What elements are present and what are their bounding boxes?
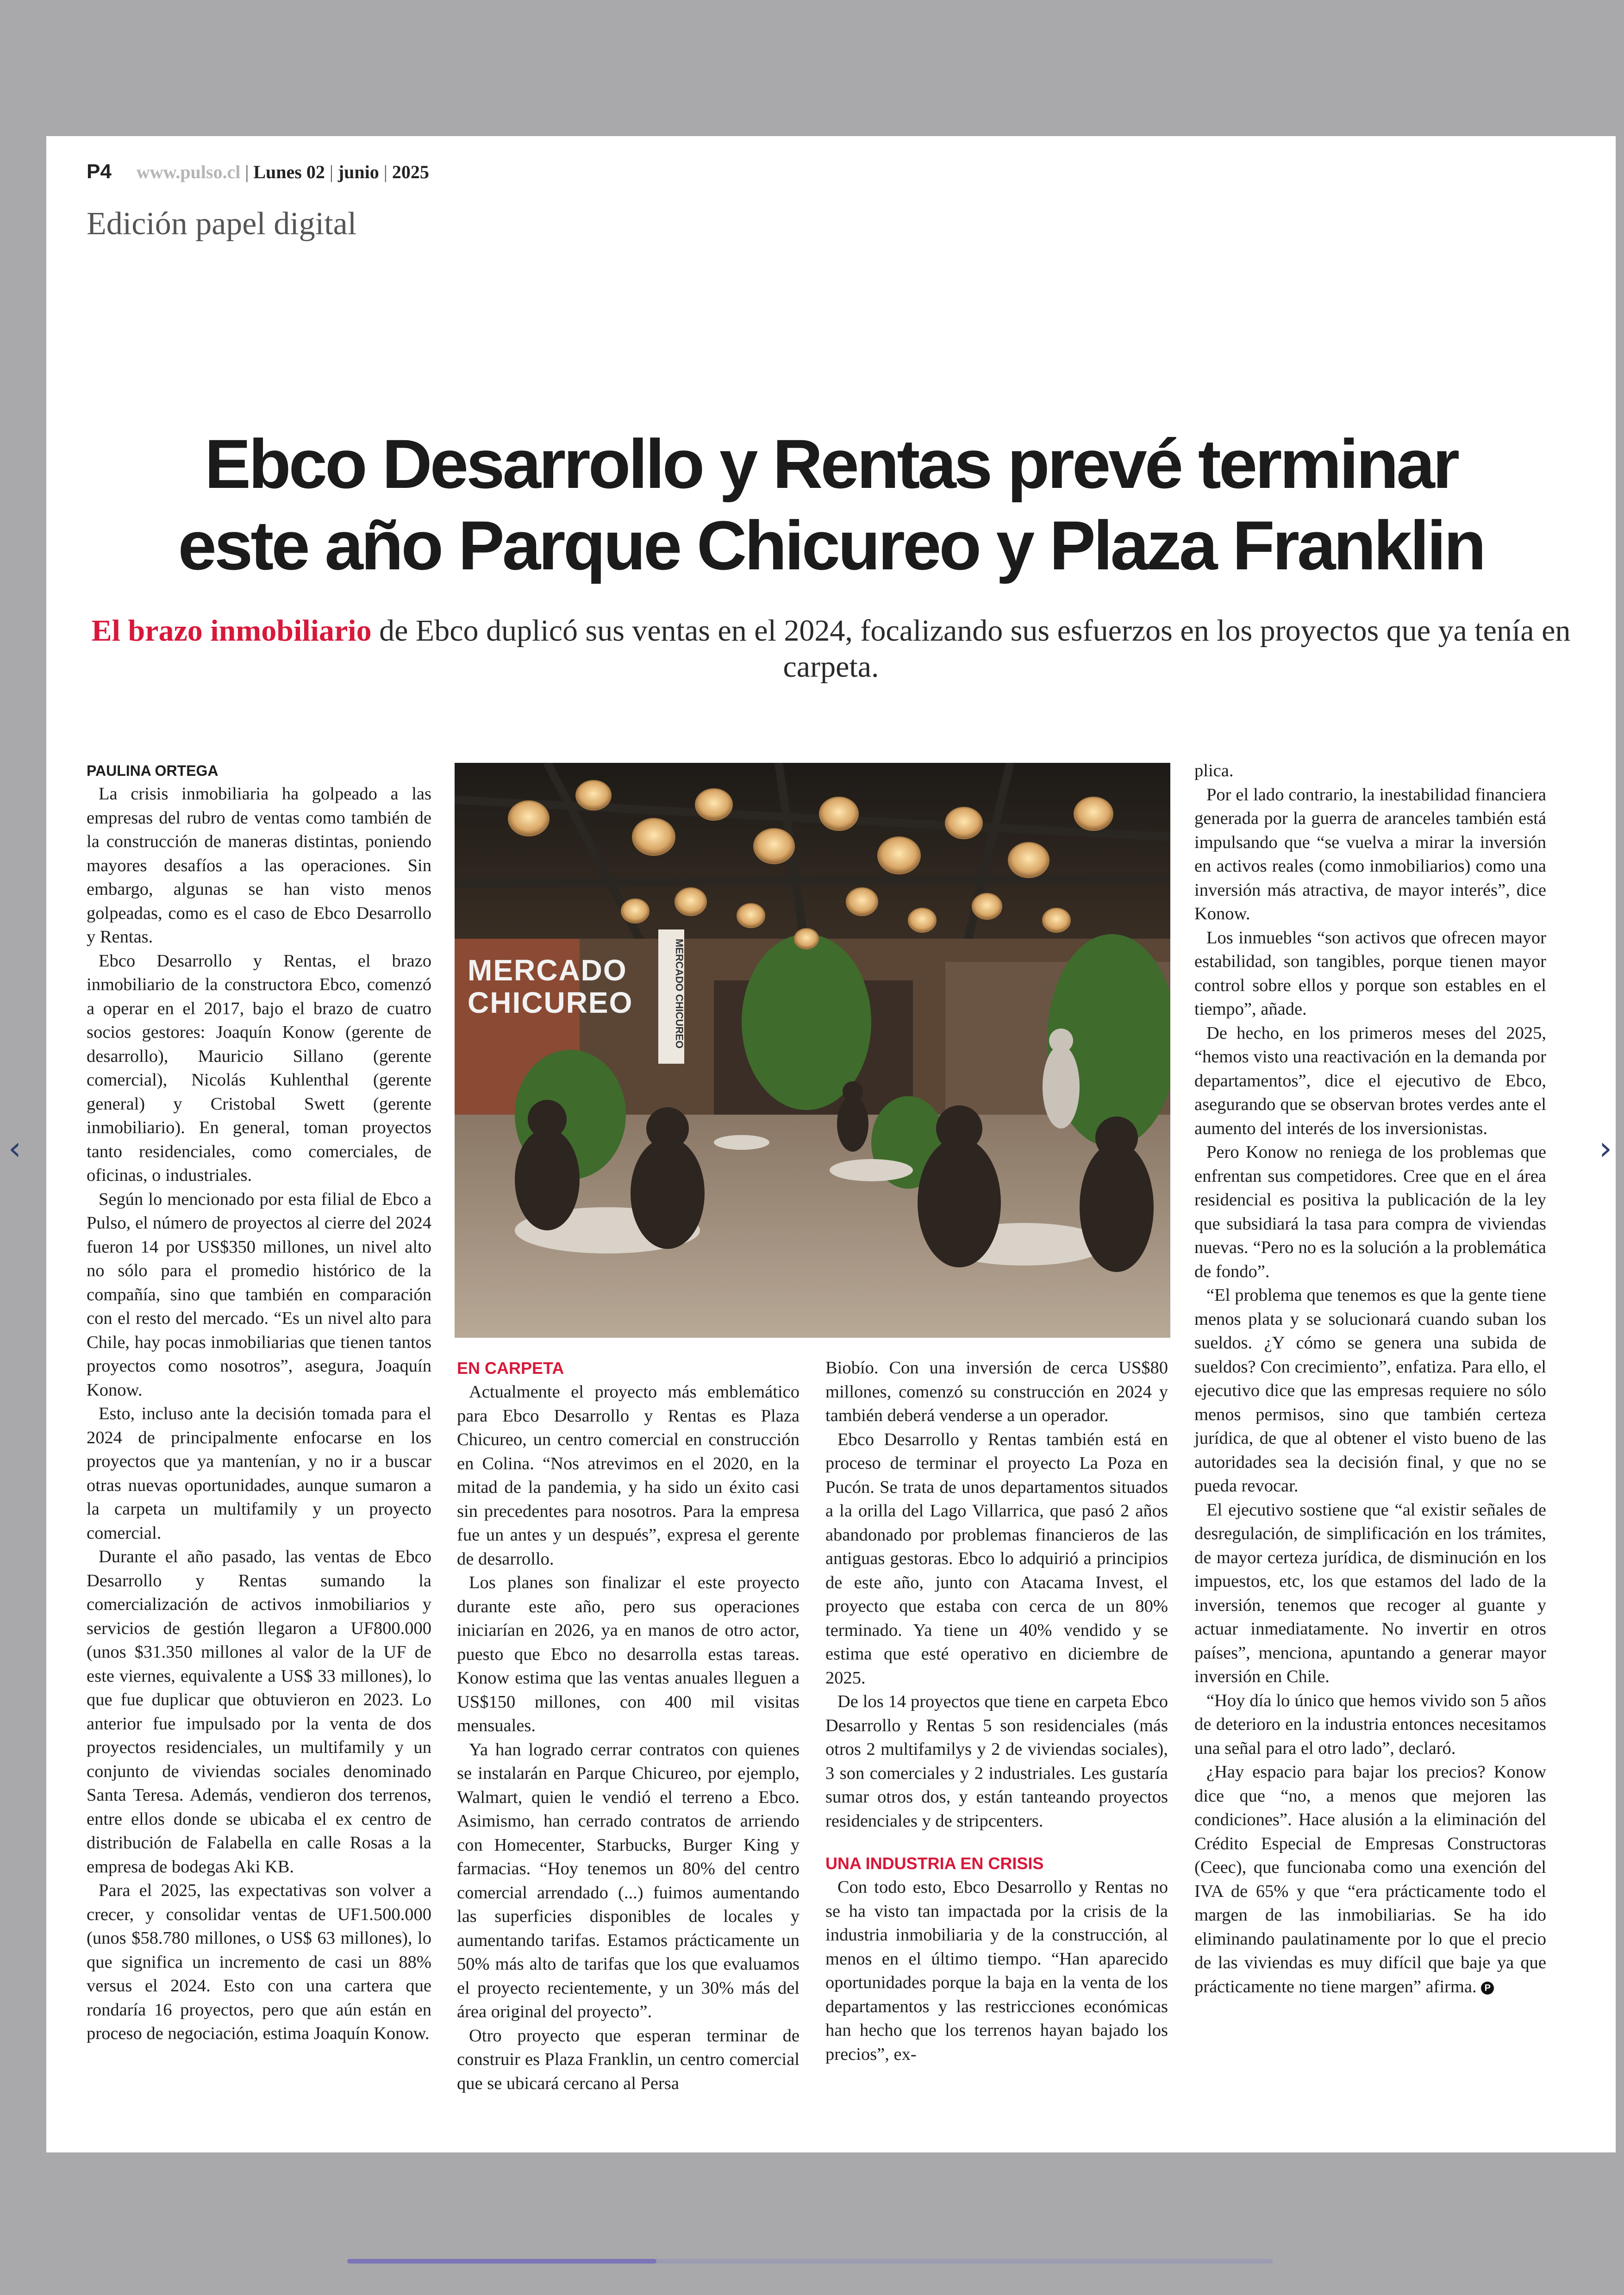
site-url[interactable]: www.pulso.cl: [136, 162, 241, 182]
next-page-arrow-icon[interactable]: ›: [1599, 1129, 1612, 1167]
paragraph: Pero Konow no reniega de los problemas que enfrentan sus competidores. Cree que en el área residencial es positiva la publicación de la ley que subsidiará la tasa para compra de viviendas nuevas. “Pero no es la solución a la problemática de fondo”.: [1194, 1142, 1546, 1281]
subheading-industria-en-crisis: UNA INDUSTRIA EN CRISIS: [825, 1854, 1044, 1873]
headline-line-1: Ebco Desarrollo y Rentas prevé terminar: [204, 425, 1458, 503]
banner-text: MERCADO CHICUREO: [674, 939, 685, 1049]
paragraph: Los planes son finalizar el este proyecto durante este año, pero sus operaciones iniciarían en 2026, ya en manos de otro actor, puesto que Ebco no desarrolla estas tareas. Konow estima que las ventas anuales lleguen a US$150 millones, con 400 mil visitas mensuales.: [457, 1573, 800, 1735]
article-column-3: [825, 1356, 1168, 2066]
paragraph: Durante el año pasado, las ventas de Ebco Desarrollo y Rentas sumando la comercialización de activos inmobiliarios y servicios de gestión llegaron a UF800.000 (unos $31.350 millones al valor de la UF de este viernes, equivalente a US$ 33 millones), lo que fue duplicar que obtuvieron en 2023. Lo anterior fue impulsado por la venta de dos proyectos residenciales, un multifamily y un conjunto de viviendas sociales denominado Santa Teresa. Además, vendieron dos terrenos, entre ellos donde se ubicaba el ex centro de distribución de Falabella en calle Rosas a la empresa de bodegas Aki KB.: [87, 1547, 431, 1877]
subheading-en-carpeta: EN CARPETA: [457, 1359, 564, 1378]
newspaper-page: [46, 136, 1616, 2152]
page-scrollbar-thumb[interactable]: [347, 2259, 656, 2264]
paragraph: Ya han logrado cerrar contratos con quienes se instalarán en Parque Chicureo, por ejemplo, Walmart, quien le vendió el terreno a Ebco. Asimismo, han cerrado contratos de arriendo con Homecenter, Starbucks, Burger King y farmacias. “Hoy tenemos un 80% del centro comercial arrendado (...) fuimos aumentando las superficies disponibles de locales y aumentando tarifas. Estamos prácticamente un 50% más alto de tarifas que los que evaluamos el proyecto recientemente, y un 30% más del área original del proyecto”.: [457, 1740, 800, 2021]
paragraph: Biobío. Con una inversión de cerca US$80 millones, comenzó su construcción en 2024 y también deberá venderse a un operador.: [825, 1358, 1168, 1425]
paragraph: plica.: [1194, 761, 1234, 780]
headline-line-2: este año Parque Chicureo y Plaza Franklin: [178, 506, 1484, 584]
headline: [74, 423, 1588, 586]
paragraph: Actualmente el proyecto más emblemático para Ebco Desarrollo y Rentas es Plaza Chicureo, un centro comercial en construcción en Colina. “Nos atrevimos en el 2020, en la mitad de la pandemia, y ha sido un éxito casi sin precedentes para nosotros. Para la empresa fue un antes y un después”, expresa el gerente de desarrollo.: [457, 1382, 800, 1569]
paragraph: Los inmuebles “son activos que ofrecen mayor estabilidad, son tangibles, porque tienen mayor control sobre ellos y porque son estables en el tiempo”, añade.: [1194, 928, 1546, 1019]
deck: [88, 613, 1574, 685]
paragraph: De hecho, en los primeros meses del 2025, “hemos visto una reactivación en la demanda por departamentos”, dice el ejecutivo de Ebco, asegurando que se observan brotes verdes ante el aumento del interés de los inversionistas.: [1194, 1023, 1546, 1138]
paragraph: “Hoy día lo único que hemos vivido son 5 años de deterioro en la industria entonces necesitamos una señal para el otro lado”, declaró.: [1194, 1690, 1546, 1758]
paragraph: Otro proyecto que esperan terminar de construir es Plaza Franklin, un centro comercial que se ubicará cercano al Persa: [457, 2026, 800, 2093]
previous-page-arrow-icon[interactable]: ‹: [8, 1129, 21, 1167]
paragraph: Esto, incluso ante la decisión tomada para el 2024 de principalmente enfocarse en los proyectos que ya mantenían, y no ir a buscar otras nuevas oportunidades, aunque sumaron a la carpeta un multifamily y un proyecto comercial.: [87, 1404, 431, 1543]
paragraph: Con todo esto, Ebco Desarrollo y Rentas no se ha visto tan impactada por la crisis de la industria inmobiliaria y de la construcción, al menos en el último tiempo. “Han aparecido oportunidades porque la baja en la venta de los departamentos y las restricciones económicas han hecho que los terrenos hayan bajado los precios”, ex-: [825, 1877, 1168, 2064]
paragraph: Por el lado contrario, la inestabilidad financiera generada por la guerra de aranceles también está impulsando que “se vuelva a mirar la inversión en activos reales (como inmobiliarios) como una inversión más atractiva, de mayor interés”, dice Konow.: [1194, 785, 1546, 923]
deck-text: de Ebco duplicó sus ventas en el 2024, focalizando sus esfuerzos en los proyectos que ya tenía en carpeta.: [371, 614, 1571, 684]
paragraph: Ebco Desarrollo y Rentas también está en proceso de terminar el proyecto La Poza en Pucón. Se trata de unos departamentos situados a la orilla del Lago Villarrica, que pasó 2 años abandonado por problemas financieros de las antiguas gestoras. Ebco lo adquirió a principios de este año, junto con Atacama Invest, el proyecto que estaba con cerca de un 80% terminado. Ya tiene un 40% vendido y se estima que esté operativo en diciembre de 2025.: [825, 1429, 1168, 1688]
paragraph: Según lo mencionado por esta filial de Ebco a Pulso, el número de proyectos al cierre del 2024 fueron 14 por US$350 millones, un nivel alto no sólo para el promedio histórico de la compañía, sino que también en comparación con el resto del mercado. “Es un nivel alto para Chile, hay pocas inmobiliarias que tienen tantos proyectos como nosotros”, asegura, Joaquín Konow.: [87, 1189, 431, 1400]
deck-kicker: El brazo inmobiliario: [91, 614, 372, 648]
page-header: P4 www.pulso.cl | Lunes 02 | junio | 2025: [87, 160, 429, 183]
issue-month: junio: [337, 162, 379, 182]
paragraph: Ebco Desarrollo y Rentas, el brazo inmobiliario de la constructora Ebco, comenzó a operar en el 2017, bajo el brazo de cuatro socios gestores: Joaquín Konow (gerente de desarrollo), Mauricio Sillano (gerente comercial), Nicolás Kuhlenthal (gerente general) y Cristobal Swett (gerente inmobiliario). En general, toman proyectos tanto residenciales, como comerciales, de oficinas, o industriales.: [87, 951, 431, 1185]
article-column-2: [457, 1356, 800, 2095]
edition-label: Edición papel digital: [87, 206, 357, 242]
paragraph: De los 14 proyectos que tiene en carpeta Ebco Desarrollo y Rentas 5 son residenciales (más otros 2 multifamilys y 2 de viviendas sociales), 3 son comerciales y 2 industriales. Les gustaría sumar otros dos, y están tanteando proyectos residenciales y de stripcenters.: [825, 1692, 1168, 1831]
page-number: P4: [87, 160, 112, 183]
paragraph: Para el 2025, las expectativas son volver a crecer, y consolidar ventas de UF1.500.000 (unos $58.780 millones, o US$ 63 millones), lo que significa un incremento de casi un 88% versus el 2024. Esto con una cartera que rondaría 16 proyectos, pero que aún están en proceso de negociación, estima Joaquín Konow.: [87, 1881, 431, 2043]
paragraph: “El problema que tenemos es que la gente tiene menos plata y se solucionará cuando suban los sueldos. ¿Y cómo se genera una subida de sueldos? Con crecimiento”, enfatiza. Para ello, el ejecutivo dice que las empresas requiere no sólo menos permisos, sino que también certeza jurídica, de que al obtener el visto bueno de las autoridades sea la decisión final, y que no se pueda revocar.: [1194, 1285, 1546, 1496]
sign-line-2: CHICUREO: [468, 986, 633, 1019]
issue-year: 2025: [392, 162, 429, 182]
paragraph: La crisis inmobiliaria ha golpeado a las empresas del rubro de ventas como también de la construcción de maneras distintas, poniendo mayores desafíos a las operaciones. Sin embargo, algunas se han visto menos golpeadas, como es el caso de Ebco Desarrollo y Rentas.: [87, 784, 431, 947]
article-column-1: [87, 759, 431, 2046]
end-mark-icon: P: [1481, 1982, 1494, 1995]
article-photo: [455, 763, 1170, 1338]
byline: PAULINA ORTEGA: [87, 762, 219, 779]
sign-line-1: MERCADO: [468, 954, 627, 987]
paragraph-final-text: ¿Hay espacio para bajar los precios? Konow dice que “no, a menos que mejoren las condiciones”. Hace alusión a la eliminación del Crédito Especial de Empresas Constructoras (Ceec), que funcionaba como una exención del IVA de 65% y que “era prácticamente todo el margen de las inmobiliarias. Se ha ido eliminando paulatinamente por lo que el precio de las viviendas es muy difícil que baje ya que prácticamente no tiene margen” afirma.: [1194, 1762, 1546, 1996]
paragraph-final: [1194, 1760, 1546, 1999]
issue-day: Lunes 02: [253, 162, 325, 182]
paragraph: El ejecutivo sostiene que “al existir señales de desregulación, de simplificación en los trámites, de mayor certeza jurídica, de disminución en los impuestos, etc, los que estamos del lado de la inversión, tenemos que recoger al guante y actuar inmediatamente. No invertir en otros países”, menciona, apuntando a generar mayor inversión en Chile.: [1194, 1500, 1546, 1686]
article-column-4: [1194, 759, 1546, 1999]
